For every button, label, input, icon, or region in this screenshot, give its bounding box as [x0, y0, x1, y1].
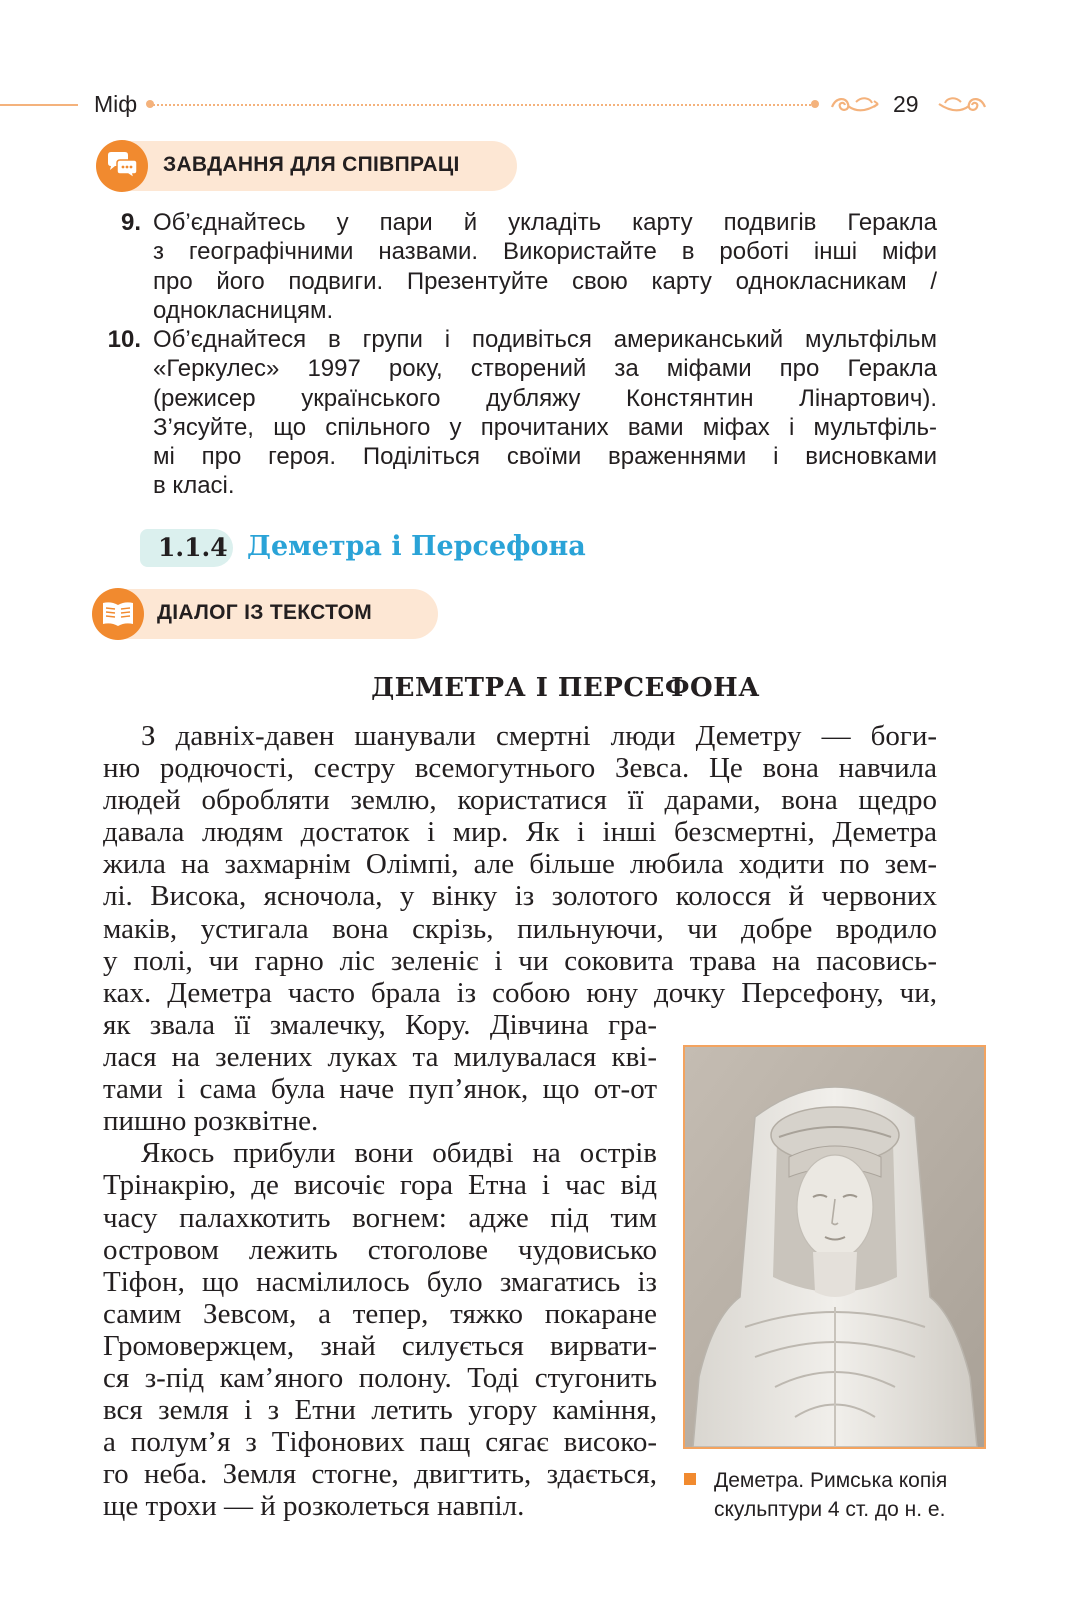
story-line: го неба. Земля стогне, двигтить, здається, — [103, 1458, 657, 1491]
story-title: ДЕМЕТРА І ПЕРСЕФОНА — [371, 673, 760, 703]
story-line: давала людям достаток і мир. Як і інші безсмертні, Деметра — [103, 816, 937, 849]
story-line: як звала її змалечку, Кору. Дівчина гра- — [103, 1009, 657, 1041]
caption-line: Деметра. Римська копія — [714, 1469, 948, 1492]
task-line: Об’єднайтеся в групи і подивіться американський мультфільм — [153, 326, 937, 353]
story-line: вся земля і з Етни летить угору каміння, — [103, 1394, 657, 1427]
running-title: Міф — [94, 91, 138, 117]
story-paragraph-narrow — [103, 1009, 657, 1523]
story-line: Громовержцем, знай силується вирвати- — [103, 1329, 657, 1362]
header-rule-left — [0, 104, 78, 106]
story-line: у полі, чи гарно ліс зеленіє і чи соковита трава на пасовись- — [103, 944, 937, 977]
story-line: ках. Деметра часто брала із собою юну дочку Персефону, чи, — [103, 976, 937, 1009]
task-text — [153, 325, 937, 501]
task-line: однокласницям. — [153, 296, 334, 324]
story-line: лі. Висока, ясночола, у вінку із золотого колосся й червоних — [103, 880, 937, 913]
task-line: З’ясуйте, що спільного у прочитаних вами міфах і мультфіль- — [153, 413, 937, 441]
story-line: ще трохи — й розколеться навпіл. — [103, 1490, 525, 1523]
task-line: Об’єднайтесь у пари й укладіть карту подвигів Геракла — [153, 209, 937, 236]
story-line: самим Зевсом, а тепер, тяжко покаране — [103, 1297, 657, 1330]
task-number: 9. — [120, 209, 141, 236]
story-line: пишно розквітне. — [103, 1105, 319, 1138]
bust-illustration — [685, 1047, 984, 1447]
story-line: а полум’я з Тіфонових пащ сягає високо- — [103, 1426, 657, 1459]
dialog-label: ДІАЛОГ ІЗ ТЕКСТОМ — [157, 601, 373, 624]
story-paragraph-full-width — [103, 720, 937, 1009]
swirl-ornament-icon — [828, 92, 882, 118]
caption-line: скульптури 4 ст. до н. е. — [714, 1498, 946, 1521]
header-dot — [146, 100, 154, 108]
cooperation-label: ЗАВДАННЯ ДЛЯ СПІВПРАЦІ — [163, 153, 460, 176]
story-line: Трінакрію, де височіє гора Етна і час від — [103, 1169, 657, 1202]
story-line: Тіфон, що насмілилось було змагатись із — [103, 1265, 657, 1298]
story-line: лася на зелених луках та милувалася кві- — [103, 1041, 657, 1074]
task-line: з географічними назвами. Використайте в роботі інші міфи — [153, 238, 937, 266]
page-number: 29 — [893, 91, 919, 117]
task-line: «Геркулес» 1997 року, створений за міфами про Геракла — [153, 355, 937, 383]
story-line: островом лежить стоголове чудовисько — [103, 1233, 657, 1266]
story-line: тами і сама була наче пуп’янок, що от-от — [103, 1073, 657, 1106]
task-line: (режисер українського дубляжу Констянтин Лінартович). — [153, 384, 937, 412]
story-line: часу палахкотить вогнем: адже під тим — [103, 1201, 657, 1234]
cooperation-icon-circle — [96, 140, 148, 192]
swirl-ornament-icon — [935, 92, 989, 118]
task-number: 10. — [107, 326, 141, 353]
header-dotted-rule — [150, 104, 815, 106]
task-line: мі про героя. Поділіться своїми враженнями і висновками — [153, 443, 937, 471]
story-line: ся з-під кам’яного полону. Тоді стугонить — [103, 1362, 657, 1395]
task-line: в класі. — [153, 472, 235, 500]
story-line: Якось прибули вони обидві на острів — [141, 1137, 657, 1170]
story-line: ню родючості, сестру всемогутнього Зевса. Це вона навчила — [103, 752, 937, 785]
section-title: Деметра і Персефона — [247, 531, 586, 562]
story-line: жила на захмарнім Олімпі, але більше любила ходити по зем- — [103, 848, 937, 881]
story-line: З давніх-давен шанували смертні люди Деметру — боги- — [141, 720, 937, 752]
header-dot — [811, 100, 819, 108]
dialog-icon-circle — [92, 588, 144, 640]
figure-caption — [714, 1466, 994, 1524]
demeter-bust-photo — [683, 1045, 986, 1449]
task-line: про його подвиги. Презентуйте свою карту однокласникам / — [153, 267, 937, 295]
section-number: 1.1.4 — [158, 533, 228, 562]
story-line: маків, устигала вона скрізь, пильнуючи, чи добре вродило — [103, 912, 937, 945]
open-book-icon — [101, 600, 135, 628]
story-line: людей обробляти землю, користатися її дарами, вона щедро — [103, 784, 937, 817]
chat-bubbles-icon — [105, 151, 139, 181]
task-text — [153, 208, 937, 325]
caption-bullet — [684, 1473, 696, 1485]
